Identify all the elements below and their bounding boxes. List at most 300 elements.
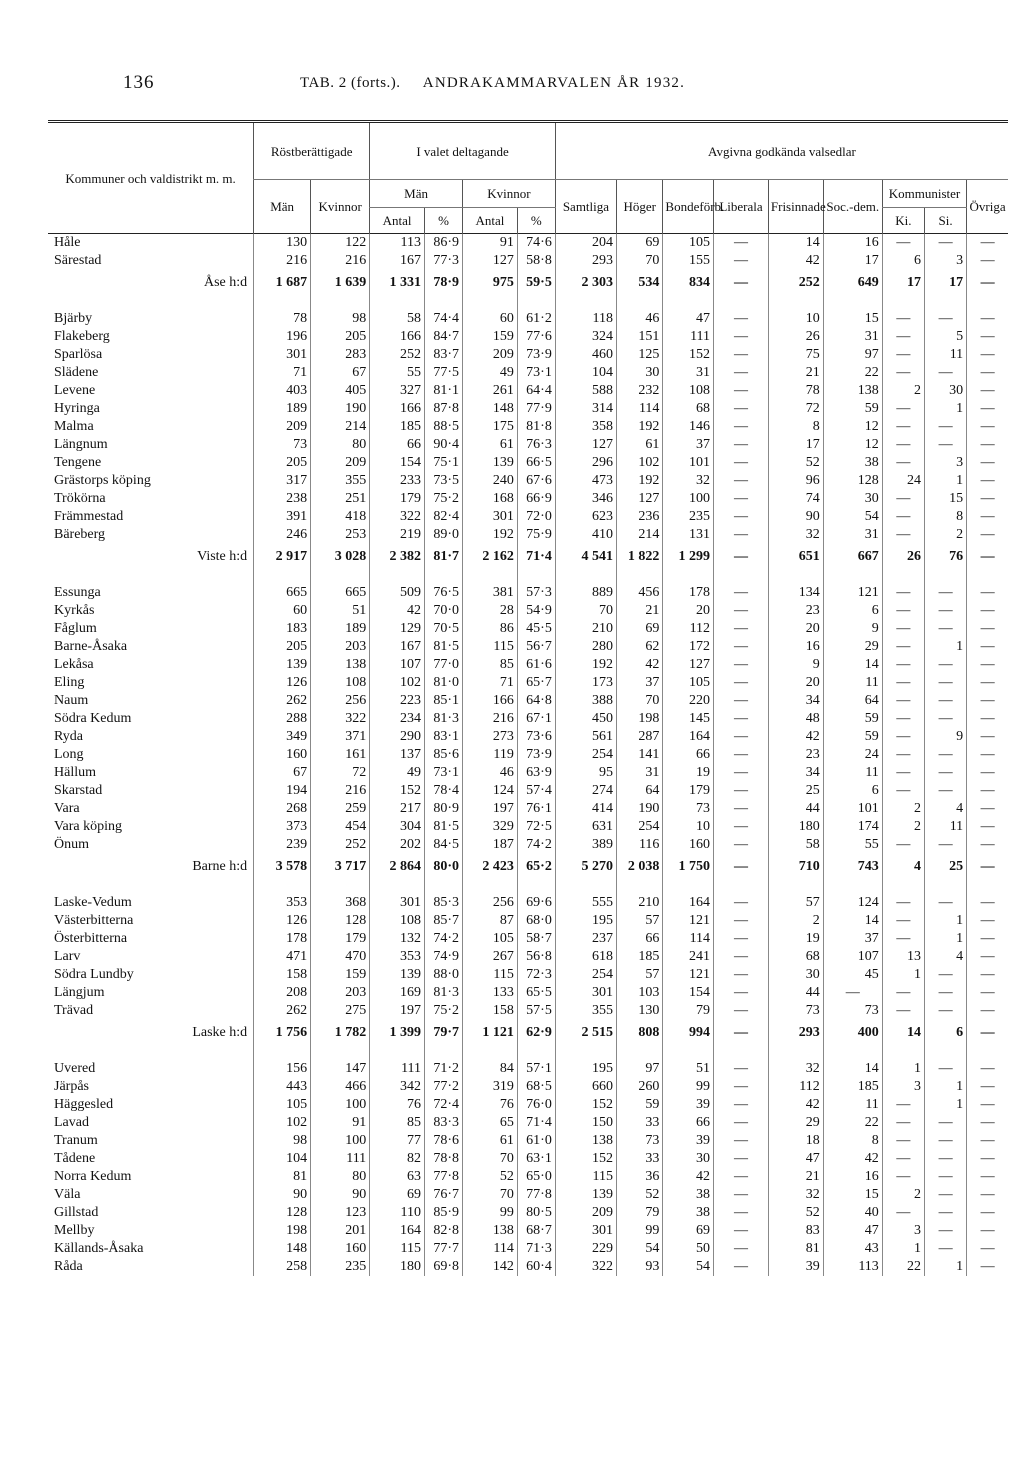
cell-ki: 3 xyxy=(882,1078,924,1096)
cell-rm: 160 xyxy=(254,746,311,764)
cell-rk: 368 xyxy=(311,894,370,912)
cell-s: 139 xyxy=(555,1186,616,1204)
row-name: Malma xyxy=(54,419,94,434)
cell-ki: — xyxy=(882,782,924,800)
cell-dk: 76 xyxy=(463,1096,518,1114)
cell-s: 460 xyxy=(555,346,616,364)
cell-rm: 317 xyxy=(254,472,311,490)
table-row xyxy=(48,490,1008,508)
cell-h: 57 xyxy=(617,912,663,930)
cell-rm: 104 xyxy=(254,1150,311,1168)
cell-dmp: 69·8 xyxy=(425,1258,463,1276)
cell-dkp: 65·0 xyxy=(517,1168,555,1186)
table-row xyxy=(48,1150,1008,1168)
cell-s: 660 xyxy=(555,1078,616,1096)
cell-ki: — xyxy=(882,984,924,1002)
cell-dm: 139 xyxy=(370,966,425,984)
cell-l: — xyxy=(714,674,769,692)
cell-o: — xyxy=(967,930,1008,948)
cell-rk: 216 xyxy=(311,252,370,270)
cell-dk: 187 xyxy=(463,836,518,854)
cell-o: — xyxy=(967,1204,1008,1222)
cell-s: 301 xyxy=(555,984,616,1002)
row-name: Sparlösa xyxy=(54,347,103,362)
cell-rm: 665 xyxy=(254,584,311,602)
cell-rm: 268 xyxy=(254,800,311,818)
row-name: Grästorps köping xyxy=(54,473,151,488)
cell-rm: 208 xyxy=(254,984,311,1002)
cell-ki: — xyxy=(882,1114,924,1132)
cell-dm: 202 xyxy=(370,836,425,854)
cell-h: 69 xyxy=(617,620,663,638)
cell-dm: 63 xyxy=(370,1168,425,1186)
cell-rm: 98 xyxy=(254,1132,311,1150)
cell-h: 2 038 xyxy=(617,854,663,880)
cell-f: 26 xyxy=(768,328,823,346)
cell-l: — xyxy=(714,1096,769,1114)
row-name: Mellby xyxy=(54,1223,95,1238)
header-ovriga: Övriga xyxy=(967,180,1008,234)
cell-ki: — xyxy=(882,346,924,364)
running-title xyxy=(300,75,703,92)
cell-f: 134 xyxy=(768,584,823,602)
row-name: Slädene xyxy=(54,365,99,380)
cell-rm: 156 xyxy=(254,1060,311,1078)
cell-sd: 6 xyxy=(823,782,882,800)
cell-dm: 102 xyxy=(370,674,425,692)
cell-sd: 113 xyxy=(823,1258,882,1276)
cell-si: 1 xyxy=(924,472,966,490)
cell-dk: 319 xyxy=(463,1078,518,1096)
cell-b: 172 xyxy=(663,638,714,656)
cell-l: — xyxy=(714,894,769,912)
cell-rm: 209 xyxy=(254,418,311,436)
cell-dk: 60 xyxy=(463,310,518,328)
cell-b: 235 xyxy=(663,508,714,526)
cell-sd: 128 xyxy=(823,472,882,490)
row-name: Long xyxy=(54,747,84,762)
cell-f: 21 xyxy=(768,364,823,382)
row-name: Lekåsa xyxy=(54,657,94,672)
cell-f: 48 xyxy=(768,710,823,728)
cell-ki: 4 xyxy=(882,854,924,880)
cell-rk: 190 xyxy=(311,400,370,418)
table-row xyxy=(48,1186,1008,1204)
cell-ki: 3 xyxy=(882,1222,924,1240)
cell-dmp: 70·5 xyxy=(425,620,463,638)
cell-dk: 114 xyxy=(463,1240,518,1258)
cell-l: — xyxy=(714,620,769,638)
cell-sd: 6 xyxy=(823,602,882,620)
cell-dmp: 72·4 xyxy=(425,1096,463,1114)
cell-s: 623 xyxy=(555,508,616,526)
table-row xyxy=(48,1240,1008,1258)
cell-dk: 127 xyxy=(463,252,518,270)
row-name: Åse h:d xyxy=(204,275,248,290)
cell-rm: 443 xyxy=(254,1078,311,1096)
cell-dm: 185 xyxy=(370,418,425,436)
cell-dkp: 62·9 xyxy=(517,1020,555,1046)
cell-l: — xyxy=(714,854,769,880)
cell-f: 57 xyxy=(768,894,823,912)
cell-rk: 80 xyxy=(311,1168,370,1186)
cell-b: 19 xyxy=(663,764,714,782)
cell-l: — xyxy=(714,1060,769,1078)
cell-dkp: 58·8 xyxy=(517,252,555,270)
cell-dkp: 64·4 xyxy=(517,382,555,400)
cell-b: 66 xyxy=(663,1114,714,1132)
cell-rk: 216 xyxy=(311,782,370,800)
cell-ki: — xyxy=(882,836,924,854)
cell-f: 23 xyxy=(768,602,823,620)
cell-dkp: 54·9 xyxy=(517,602,555,620)
cell-rm: 403 xyxy=(254,382,311,400)
cell-si: 1 xyxy=(924,1258,966,1276)
cell-dkp: 77·9 xyxy=(517,400,555,418)
table-row xyxy=(48,508,1008,526)
cell-dk: 175 xyxy=(463,418,518,436)
cell-b: 114 xyxy=(663,930,714,948)
cell-dm: 55 xyxy=(370,364,425,382)
table-row xyxy=(48,382,1008,400)
cell-b: 39 xyxy=(663,1096,714,1114)
cell-dkp: 67·6 xyxy=(517,472,555,490)
cell-b: 37 xyxy=(663,436,714,454)
cell-l: — xyxy=(714,1020,769,1046)
header-ki: Ki. xyxy=(882,208,924,234)
cell-ki: — xyxy=(882,1150,924,1168)
cell-o: — xyxy=(967,728,1008,746)
header-antal-man: Antal xyxy=(370,208,425,234)
cell-s: 410 xyxy=(555,526,616,544)
cell-sd: 16 xyxy=(823,1168,882,1186)
cell-s: 152 xyxy=(555,1096,616,1114)
cell-ki: — xyxy=(882,328,924,346)
row-name: Fåglum xyxy=(54,621,97,636)
row-name: Råda xyxy=(54,1259,83,1274)
cell-o: — xyxy=(967,966,1008,984)
cell-h: 192 xyxy=(617,472,663,490)
cell-dm: 2 382 xyxy=(370,544,425,570)
cell-dk: 87 xyxy=(463,912,518,930)
cell-b: 160 xyxy=(663,836,714,854)
header-liberala: Liberala xyxy=(714,180,769,234)
row-name: Södra Kedum xyxy=(54,711,132,726)
cell-sd: 42 xyxy=(823,1150,882,1168)
cell-dmp: 76·7 xyxy=(425,1186,463,1204)
cell-rk: 179 xyxy=(311,930,370,948)
cell-o: — xyxy=(967,638,1008,656)
cell-rm: 1 756 xyxy=(254,1020,311,1046)
cell-si: 6 xyxy=(924,1020,966,1046)
cell-f: 29 xyxy=(768,1114,823,1132)
cell-o: — xyxy=(967,584,1008,602)
cell-b: 38 xyxy=(663,1204,714,1222)
cell-ki: 2 xyxy=(882,818,924,836)
cell-l: — xyxy=(714,364,769,382)
cell-si: 1 xyxy=(924,930,966,948)
cell-dkp: 45·5 xyxy=(517,620,555,638)
row-name: Ryda xyxy=(54,729,83,744)
cell-dm: 167 xyxy=(370,252,425,270)
cell-f: 23 xyxy=(768,746,823,764)
cell-l: — xyxy=(714,328,769,346)
cell-dmp: 77·0 xyxy=(425,656,463,674)
cell-dmp: 83·3 xyxy=(425,1114,463,1132)
header-si: Si. xyxy=(924,208,966,234)
row-name: Eling xyxy=(54,675,85,690)
cell-dkp: 61·0 xyxy=(517,1132,555,1150)
cell-o: — xyxy=(967,1078,1008,1096)
cell-si: 4 xyxy=(924,800,966,818)
cell-dkp: 64·8 xyxy=(517,692,555,710)
cell-h: 254 xyxy=(617,818,663,836)
cell-dk: 139 xyxy=(463,454,518,472)
cell-si: 3 xyxy=(924,252,966,270)
cell-dm: 353 xyxy=(370,948,425,966)
cell-rk: 3 028 xyxy=(311,544,370,570)
cell-dk: 115 xyxy=(463,638,518,656)
cell-rm: 67 xyxy=(254,764,311,782)
cell-f: 17 xyxy=(768,436,823,454)
cell-rm: 1 687 xyxy=(254,270,311,296)
cell-dm: 197 xyxy=(370,1002,425,1020)
cell-rk: 665 xyxy=(311,584,370,602)
cell-sd: 16 xyxy=(823,234,882,253)
cell-rk: 201 xyxy=(311,1222,370,1240)
table-row xyxy=(48,252,1008,270)
row-name: Hyringa xyxy=(54,401,100,416)
cell-si: — xyxy=(924,1060,966,1078)
cell-dmp: 80·0 xyxy=(425,854,463,880)
cell-s: 346 xyxy=(555,490,616,508)
cell-dk: 86 xyxy=(463,620,518,638)
table-row xyxy=(48,1096,1008,1114)
cell-ki: — xyxy=(882,454,924,472)
cell-s: 588 xyxy=(555,382,616,400)
cell-f: 32 xyxy=(768,1060,823,1078)
cell-sd: 31 xyxy=(823,526,882,544)
cell-f: 34 xyxy=(768,764,823,782)
cell-s: 324 xyxy=(555,328,616,346)
cell-h: 57 xyxy=(617,966,663,984)
cell-o: — xyxy=(967,984,1008,1002)
cell-dk: 216 xyxy=(463,710,518,728)
cell-ki: — xyxy=(882,234,924,253)
cell-l: — xyxy=(714,710,769,728)
row-name: Södra Lundby xyxy=(54,967,134,982)
cell-rm: 471 xyxy=(254,948,311,966)
cell-s: 414 xyxy=(555,800,616,818)
cell-o: — xyxy=(967,894,1008,912)
cell-l: — xyxy=(714,818,769,836)
cell-dk: 192 xyxy=(463,526,518,544)
cell-dk: 85 xyxy=(463,656,518,674)
cell-b: 32 xyxy=(663,472,714,490)
cell-l: — xyxy=(714,966,769,984)
cell-f: 75 xyxy=(768,346,823,364)
cell-si: — xyxy=(924,764,966,782)
table-row xyxy=(48,1222,1008,1240)
cell-s: 229 xyxy=(555,1240,616,1258)
cell-s: 254 xyxy=(555,966,616,984)
cell-b: 127 xyxy=(663,656,714,674)
cell-dkp: 61·2 xyxy=(517,310,555,328)
cell-s: 296 xyxy=(555,454,616,472)
cell-dm: 223 xyxy=(370,692,425,710)
cell-l: — xyxy=(714,436,769,454)
cell-dmp: 74·2 xyxy=(425,930,463,948)
cell-sd: 54 xyxy=(823,508,882,526)
cell-si: 8 xyxy=(924,508,966,526)
cell-sd: 11 xyxy=(823,764,882,782)
cell-f: 16 xyxy=(768,638,823,656)
cell-f: 44 xyxy=(768,984,823,1002)
cell-dm: 166 xyxy=(370,328,425,346)
table-row xyxy=(48,1002,1008,1020)
cell-sd: 17 xyxy=(823,252,882,270)
table-header xyxy=(48,122,1008,234)
cell-l: — xyxy=(714,1222,769,1240)
cell-dkp: 73·1 xyxy=(517,364,555,382)
cell-rm: 198 xyxy=(254,1222,311,1240)
cell-dm: 66 xyxy=(370,436,425,454)
cell-rm: 139 xyxy=(254,656,311,674)
cell-dkp: 68·7 xyxy=(517,1222,555,1240)
cell-s: 274 xyxy=(555,782,616,800)
cell-ki: 6 xyxy=(882,252,924,270)
cell-dkp: 57·3 xyxy=(517,584,555,602)
cell-s: 70 xyxy=(555,602,616,620)
table-row xyxy=(48,764,1008,782)
cell-ki: — xyxy=(882,638,924,656)
cell-b: 50 xyxy=(663,1240,714,1258)
cell-dm: 1 399 xyxy=(370,1020,425,1046)
cell-dk: 28 xyxy=(463,602,518,620)
cell-dkp: 63·1 xyxy=(517,1150,555,1168)
cell-h: 185 xyxy=(617,948,663,966)
cell-dk: 91 xyxy=(463,234,518,253)
cell-f: 32 xyxy=(768,1186,823,1204)
district-total-row xyxy=(48,270,1008,296)
cell-f: 58 xyxy=(768,836,823,854)
cell-b: 68 xyxy=(663,400,714,418)
cell-dm: 217 xyxy=(370,800,425,818)
cell-sd: 9 xyxy=(823,620,882,638)
cell-dk: 70 xyxy=(463,1150,518,1168)
cell-sd: 22 xyxy=(823,364,882,382)
cell-dm: 58 xyxy=(370,310,425,328)
cell-ki: 1 xyxy=(882,1240,924,1258)
cell-dkp: 68·5 xyxy=(517,1078,555,1096)
row-name: Bjärby xyxy=(54,311,93,326)
table-row xyxy=(48,912,1008,930)
cell-o: — xyxy=(967,1222,1008,1240)
cell-rk: 205 xyxy=(311,328,370,346)
cell-sd: 38 xyxy=(823,454,882,472)
cell-s: 555 xyxy=(555,894,616,912)
header-antal-kvinnor: Antal xyxy=(463,208,518,234)
cell-f: 10 xyxy=(768,310,823,328)
cell-b: 152 xyxy=(663,346,714,364)
cell-o: — xyxy=(967,472,1008,490)
cell-sd: 124 xyxy=(823,894,882,912)
cell-h: 287 xyxy=(617,728,663,746)
cell-o: — xyxy=(967,234,1008,253)
cell-dkp: 76·3 xyxy=(517,436,555,454)
row-name: Laske-Vedum xyxy=(54,895,132,910)
cell-b: 31 xyxy=(663,364,714,382)
cell-sd: 743 xyxy=(823,854,882,880)
cell-dkp: 76·0 xyxy=(517,1096,555,1114)
cell-dmp: 85·9 xyxy=(425,1204,463,1222)
cell-l: — xyxy=(714,836,769,854)
table-row xyxy=(48,746,1008,764)
cell-dm: 301 xyxy=(370,894,425,912)
cell-f: 68 xyxy=(768,948,823,966)
cell-rk: 90 xyxy=(311,1186,370,1204)
cell-s: 301 xyxy=(555,1222,616,1240)
cell-dm: 85 xyxy=(370,1114,425,1132)
cell-rm: 105 xyxy=(254,1096,311,1114)
cell-h: 102 xyxy=(617,454,663,472)
cell-ki: — xyxy=(882,692,924,710)
cell-o: — xyxy=(967,818,1008,836)
row-name: Bäreberg xyxy=(54,527,106,542)
cell-rm: 301 xyxy=(254,346,311,364)
cell-ki: — xyxy=(882,746,924,764)
cell-ki: 14 xyxy=(882,1020,924,1046)
cell-dkp: 57·4 xyxy=(517,782,555,800)
cell-rk: 259 xyxy=(311,800,370,818)
cell-b: 38 xyxy=(663,1186,714,1204)
cell-si: — xyxy=(924,1168,966,1186)
cell-dkp: 73·6 xyxy=(517,728,555,746)
cell-sd: 185 xyxy=(823,1078,882,1096)
cell-rk: 275 xyxy=(311,1002,370,1020)
row-name: Vara xyxy=(54,801,80,816)
cell-sd: 97 xyxy=(823,346,882,364)
cell-dk: 46 xyxy=(463,764,518,782)
cell-rk: 98 xyxy=(311,310,370,328)
cell-sd: 101 xyxy=(823,800,882,818)
cell-s: 618 xyxy=(555,948,616,966)
cell-dmp: 82·4 xyxy=(425,508,463,526)
cell-dkp: 71·3 xyxy=(517,1240,555,1258)
cell-rk: 159 xyxy=(311,966,370,984)
cell-dmp: 81·0 xyxy=(425,674,463,692)
cell-ki: — xyxy=(882,1132,924,1150)
cell-l: — xyxy=(714,1168,769,1186)
cell-rk: 256 xyxy=(311,692,370,710)
cell-rm: 130 xyxy=(254,234,311,253)
table-row xyxy=(48,526,1008,544)
cell-dm: 77 xyxy=(370,1132,425,1150)
cell-dm: 69 xyxy=(370,1186,425,1204)
header-kvinnor: Kvinnor xyxy=(311,180,370,234)
cell-si: 5 xyxy=(924,328,966,346)
cell-ki: — xyxy=(882,656,924,674)
row-name: Vara köping xyxy=(54,819,123,834)
cell-rm: 262 xyxy=(254,1002,311,1020)
table-row xyxy=(48,930,1008,948)
cell-o: — xyxy=(967,490,1008,508)
cell-si: — xyxy=(924,966,966,984)
cell-o: — xyxy=(967,1240,1008,1258)
cell-rk: 147 xyxy=(311,1060,370,1078)
cell-rm: 158 xyxy=(254,966,311,984)
row-name: Häggesled xyxy=(54,1097,114,1112)
